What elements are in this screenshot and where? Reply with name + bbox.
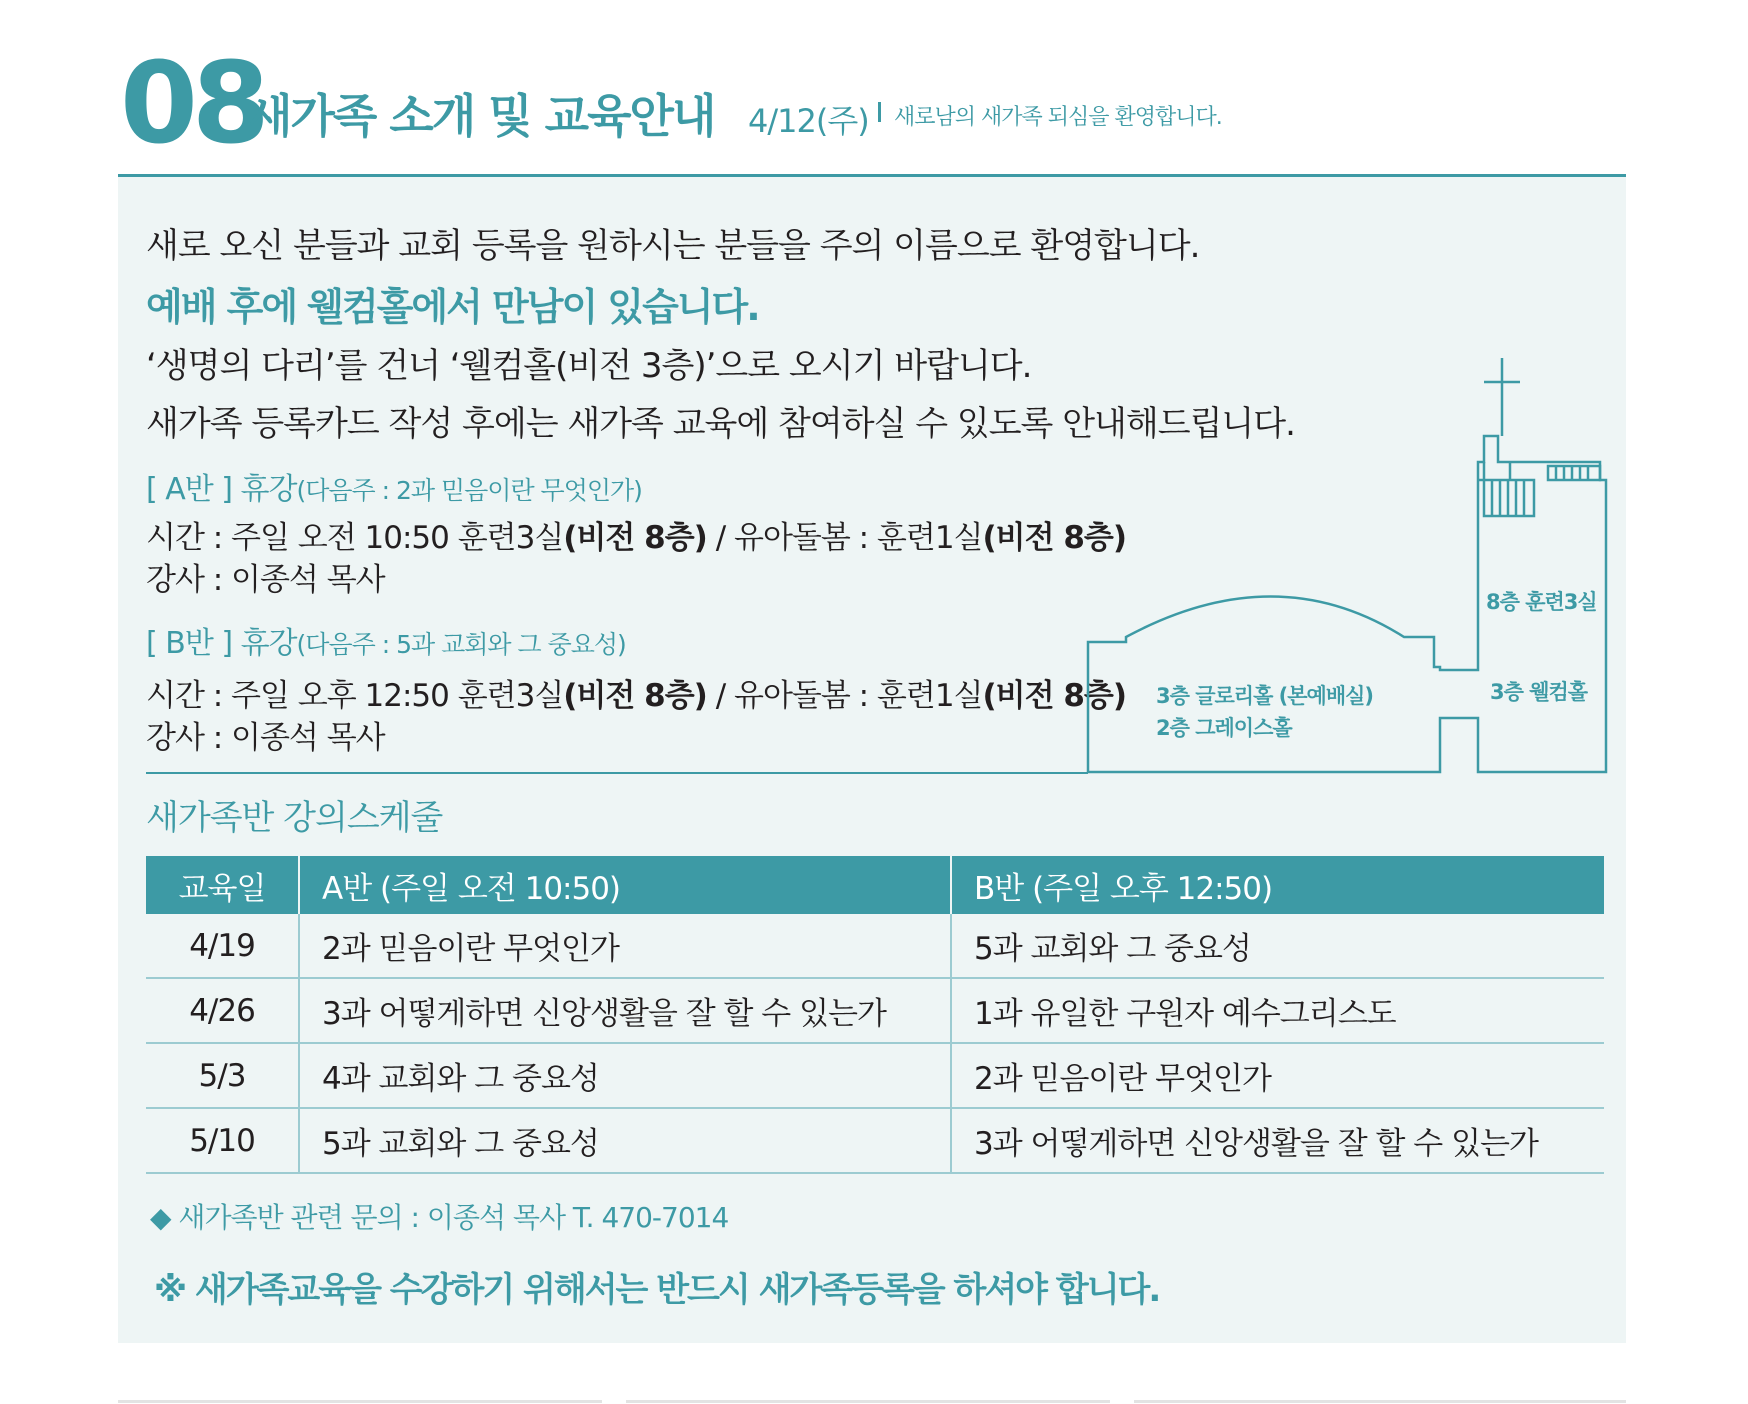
section-title: 새가족 소개 및 교육안내: [248, 89, 715, 143]
footer-rule-left: [118, 1400, 602, 1403]
row-class-a-lesson: 4과 교회와 그 중요성: [299, 1043, 951, 1108]
schedule-title: 새가족반 강의스케줄: [146, 798, 443, 838]
header-class-b-time: (주일 오후 12:50): [1023, 870, 1273, 907]
header-class-a-name: A반: [322, 870, 372, 907]
class-a-time-text: 시간 : 주일 오전 10:50 훈련3실: [146, 520, 564, 556]
intro-highlight: 예배 후에 웰컴홀에서 만남이 있습니다.: [146, 285, 759, 329]
row-class-b-lesson: 5과 교회와 그 중요성: [951, 914, 1604, 978]
row-date: 5/3: [146, 1043, 299, 1108]
header-class-a-time: (주일 오전 10:50): [371, 870, 621, 907]
header-class-a: [299, 856, 951, 914]
row-class-b-lesson: 2과 믿음이란 무엇인가: [951, 1043, 1604, 1108]
intro-registration: 새가족 등록카드 작성 후에는 새가족 교육에 참여하실 수 있도록 안내해드립니다.: [146, 404, 1295, 444]
class-a-note: (다음주 : 2과 믿음이란 무엇인가): [296, 476, 642, 505]
row-class-b-lesson: 3과 어떻게하면 신앙생활을 잘 할 수 있는가: [951, 1108, 1604, 1173]
table-row: [146, 914, 1604, 978]
table-row: [146, 1108, 1604, 1173]
row-class-a-lesson: 2과 믿음이란 무엇인가: [299, 914, 951, 978]
row-class-a-lesson: 5과 교회와 그 중요성: [299, 1108, 951, 1173]
class-a-location: (비전 8층): [563, 520, 707, 556]
row-class-a-lesson: 3과 어떻게하면 신앙생활을 잘 할 수 있는가: [299, 978, 951, 1043]
section-date: 4/12(주): [748, 102, 869, 140]
schedule-table: [146, 856, 1604, 1174]
section-subtitle: 새로남의 새가족 되심을 환영합니다.: [894, 105, 1222, 130]
class-a-title: [ A반 ] 휴강: [146, 472, 297, 507]
intro-directions: ‘생명의 다리’를 건너 ‘웰컴홀(비전 3층)’으로 오시기 바랍니다.: [146, 346, 1032, 386]
section-divider: [146, 772, 1088, 774]
label-8f-training-room: 8층 훈련3실: [1486, 590, 1597, 614]
class-b-heading: [146, 618, 626, 662]
class-a-teacher: 강사 : 이종석 목사: [146, 562, 385, 598]
class-b-childcare-location: (비전 8층): [982, 678, 1127, 714]
schedule-header-row: [146, 856, 1604, 914]
row-date: 5/10: [146, 1108, 299, 1173]
footer-rule-center: [626, 1400, 1110, 1403]
intro-welcome: 새로 오신 분들과 교회 등록을 원하시는 분들을 주의 이름으로 환영합니다.: [146, 226, 1200, 266]
class-b-childcare: / 유아돌봄 : 훈련1실: [706, 678, 983, 714]
label-3f-glory-hall: 3층 글로리홀 (본예배실): [1156, 684, 1374, 708]
row-date: 4/19: [146, 914, 299, 978]
class-b-location: (비전 8층): [563, 678, 707, 714]
contact-info: ◆ 새가족반 관련 문의 : 이종석 목사 T. 470-7014: [150, 1201, 729, 1234]
header-date: 교육일: [146, 856, 299, 914]
class-b-title: [ B반 ] 휴강: [146, 626, 297, 661]
class-a-time: [146, 512, 1126, 557]
class-b-time-text: 시간 : 주일 오후 12:50 훈련3실: [146, 678, 564, 714]
row-class-b-lesson: 1과 유일한 구원자 예수그리스도: [951, 978, 1604, 1043]
registration-notice: ※ 새가족교육을 수강하기 위해서는 반드시 새가족등록을 하셔야 합니다.: [154, 1270, 1160, 1310]
header-class-b: [951, 856, 1604, 914]
header-class-b-name: B반: [974, 870, 1024, 907]
table-row: [146, 1043, 1604, 1108]
section-number: 08: [120, 39, 264, 169]
class-b-note: (다음주 : 5과 교회와 그 중요성): [296, 630, 626, 659]
label-3f-welcome-hall: 3층 웰컴홀: [1490, 680, 1588, 704]
label-2f-grace-hall: 2층 그레이스홀: [1156, 716, 1292, 740]
class-a-childcare-location: (비전 8층): [982, 520, 1127, 556]
row-date: 4/26: [146, 978, 299, 1043]
header-separator: [878, 102, 881, 122]
class-a-childcare: / 유아돌봄 : 훈련1실: [706, 520, 983, 556]
table-row: [146, 978, 1604, 1043]
class-b-time: [146, 670, 1126, 715]
footer-rule-right: [1134, 1400, 1626, 1403]
class-b-teacher: 강사 : 이종석 목사: [146, 720, 385, 756]
class-a-heading: [146, 464, 642, 508]
